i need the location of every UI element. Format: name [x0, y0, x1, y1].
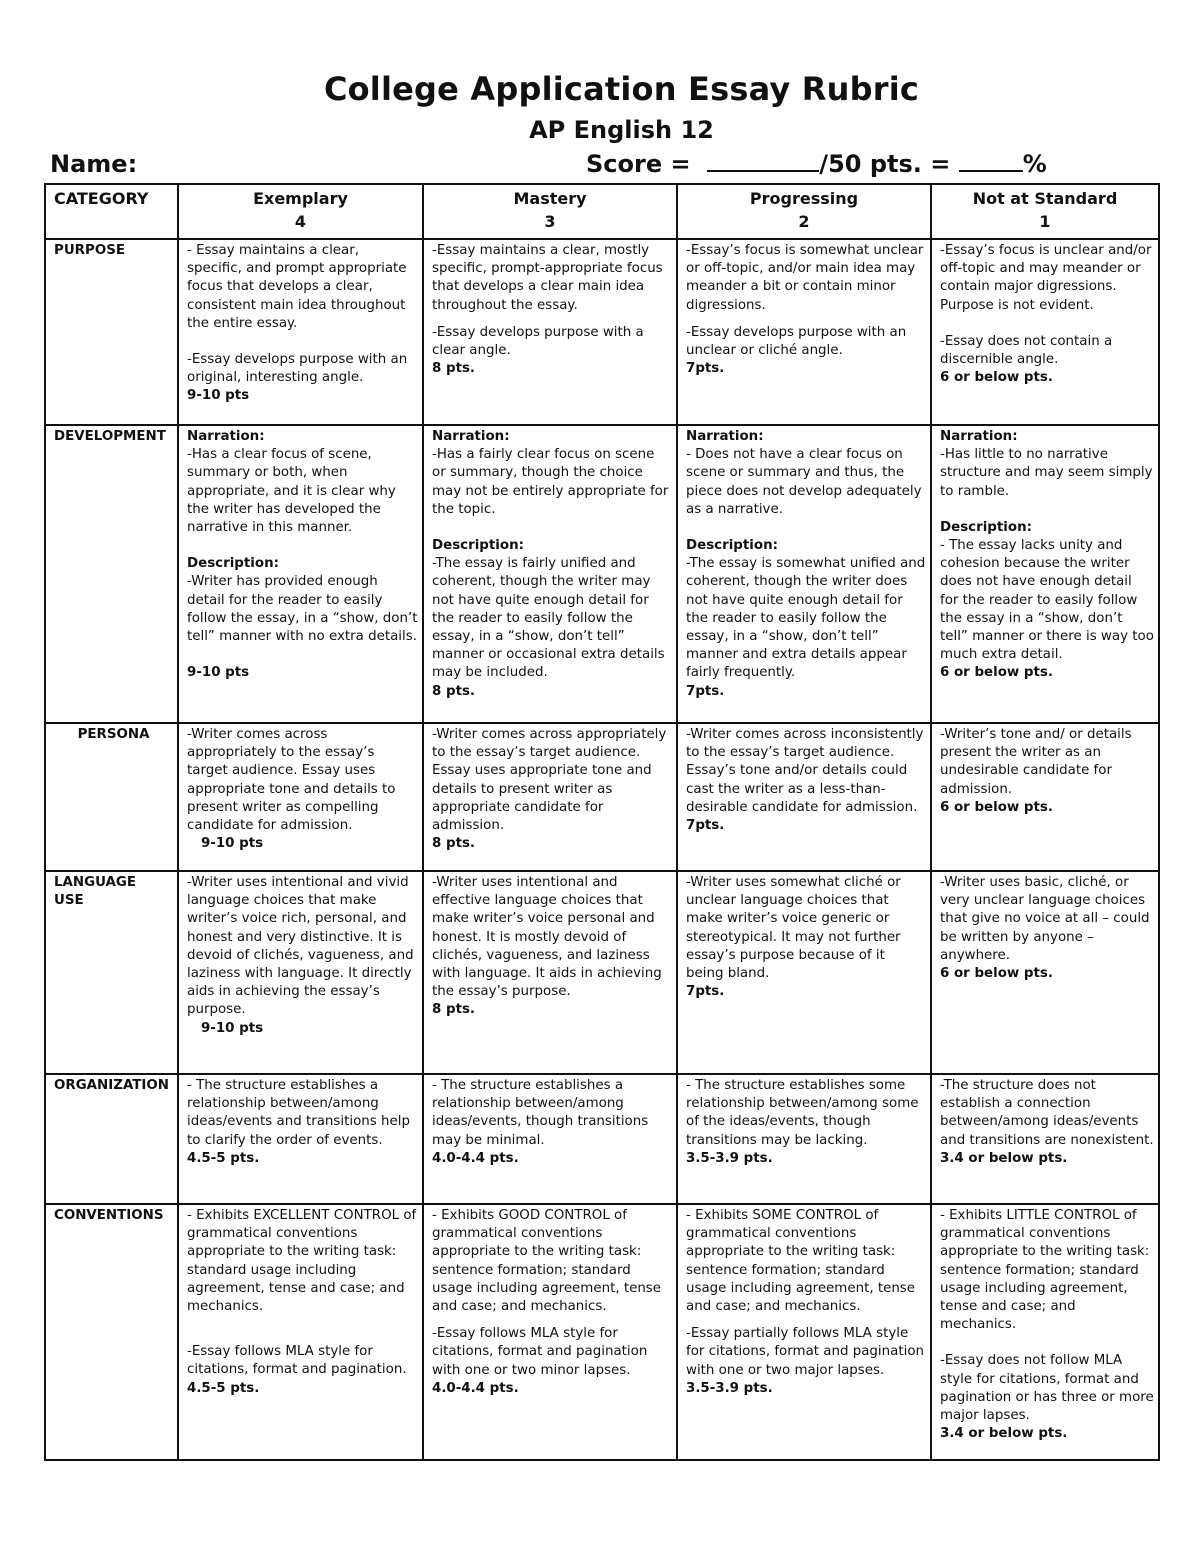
category-language-use: LANGUAGE USE [45, 871, 178, 1074]
page-subtitle: AP English 12 [529, 116, 714, 144]
category-organization: ORGANIZATION [45, 1074, 178, 1204]
category-purpose: PURPOSE [45, 239, 178, 425]
cell-language-progressing: -Writer uses somewhat cliché or unclear language choices that make writer’s voice generic or stereotypical. It may not further essay’s purpose because of it being bland. 7pts. [677, 871, 931, 1074]
cell-organization-progressing: - The structure establishes some relationship between/among some of the ideas/events, though transitions may be lacking. 3.5-3.9 pts. [677, 1074, 931, 1204]
row-conventions [45, 1204, 1159, 1460]
score-line [586, 150, 1047, 178]
cell-language-exemplary: -Writer uses intentional and vivid language choices that make writer’s voice rich, personal, and honest and very distinctive. It is devoid of clichés, vagueness, and laziness with language. It directly aids in achieving the essay’s purpose. 9-10 pts [178, 871, 423, 1074]
cell-development-mastery: Narration: -Has a fairly clear focus on scene or summary, though the choice may not be entirely appropriate for the topic. Description: -The essay is fairly unified and coherent, though the writer may not have quite enough detail for the reader to easily follow the essay, in a “show, don’t tell” manner or occasional extra details may be included. 8 pts. [423, 425, 677, 723]
category-conventions: CONVENTIONS [45, 1204, 178, 1460]
score-total: /50 pts. = [819, 150, 951, 178]
cell-language-not-at-standard: -Writer uses basic, cliché, or very unclear language choices that give no voice at all – could be written by anyone – anywhere. 6 or below pts. [931, 871, 1159, 1074]
level-header-not-at-standard: Not at Standard 1 [931, 184, 1159, 239]
cell-organization-not-at-standard: -The structure does not establish a connection between/among ideas/events and transitions are nonexistent. 3.4 or below pts. [931, 1074, 1159, 1204]
row-purpose [45, 239, 1159, 425]
cell-development-exemplary: Narration: -Has a clear focus of scene, summary or both, when appropriate, and it is clear why the writer has developed the narrative in this manner. Description: -Writer has provided enough detail for the reader to easily follow the essay, in a “show, don’t tell” manner with no extra details. 9-10 pts [178, 425, 423, 723]
cell-organization-mastery: - The structure establishes a relationship between/among ideas/events, though transitions may be minimal. 4.0-4.4 pts. [423, 1074, 677, 1204]
row-persona [45, 723, 1159, 871]
category-header: CATEGORY [45, 184, 178, 239]
score-blank[interactable] [707, 150, 819, 172]
cell-conventions-not-at-standard: - Exhibits LITTLE CONTROL of grammatical conventions appropriate to the writing task: sentence formation; standard usage including agreement, tense and case; and mechanics. -Essay does not follow MLA style for citations, format and pagination or has three or more major lapses. 3.4 or below pts. [931, 1204, 1159, 1460]
cell-persona-progressing: -Writer comes across inconsistently to the essay’s target audience. Essay’s tone and/or details could cast the writer as a less-than-desirable candidate for admission. 7pts. [677, 723, 931, 871]
row-organization [45, 1074, 1159, 1204]
name-label: Name: [50, 150, 138, 178]
category-persona: PERSONA [45, 723, 178, 871]
cell-purpose-exemplary: - Essay maintains a clear, specific, and prompt appropriate focus that develops a clear, consistent main idea throughout the entire essay. -Essay develops purpose with an original, interesting angle. 9-10 pts [178, 239, 423, 425]
cell-purpose-mastery: -Essay maintains a clear, mostly specific, prompt-appropriate focus that develops a clear main idea throughout the essay. -Essay develops purpose with a clear angle. 8 pts. [423, 239, 677, 425]
page-title: College Application Essay Rubric [323, 70, 920, 108]
cell-conventions-exemplary: - Exhibits EXCELLENT CONTROL of grammatical conventions appropriate to the writing task: standard usage including agreement, tense and case; and mechanics. -Essay follows MLA style for citations, format and pagination. 4.5-5 pts. [178, 1204, 423, 1460]
level-header-progressing: Progressing 2 [677, 184, 931, 239]
percent-sign: % [1022, 150, 1047, 178]
score-label: Score = [586, 150, 691, 178]
level-header-mastery: Mastery 3 [423, 184, 677, 239]
cell-purpose-progressing: -Essay’s focus is somewhat unclear or off-topic, and/or main idea may meander a bit or contain minor digressions. -Essay develops purpose with an unclear or cliché angle. 7pts. [677, 239, 931, 425]
cell-development-progressing: Narration: - Does not have a clear focus on scene or summary and thus, the piece does not develop adequately as a narrative. Description: -The essay is somewhat unified and coherent, though the writer does not have quite enough detail for the reader to easily follow the essay, in a “show, don’t tell” manner and extra details appear fairly frequently. 7pts. [677, 425, 931, 723]
percent-blank[interactable] [959, 150, 1023, 172]
category-development: DEVELOPMENT [45, 425, 178, 723]
cell-language-mastery: -Writer uses intentional and effective language choices that make writer’s voice personal and honest. It is mostly devoid of clichés, vagueness, and laziness with language. It aids in achieving the essay’s purpose. 8 pts. [423, 871, 677, 1074]
rubric-table [44, 183, 1160, 1461]
cell-persona-not-at-standard: -Writer’s tone and/ or details present the writer as an undesirable candidate for admission. 6 or below pts. [931, 723, 1159, 871]
header-row [45, 184, 1159, 239]
level-header-exemplary: Exemplary 4 [178, 184, 423, 239]
cell-persona-exemplary: -Writer comes across appropriately to the essay’s target audience. Essay uses appropriate tone and details to present writer as compelling candidate for admission. 9-10 pts [178, 723, 423, 871]
cell-conventions-mastery: - Exhibits GOOD CONTROL of grammatical conventions appropriate to the writing task: sentence formation; standard usage including agreement, tense and case; and mechanics. -Essay follows MLA style for citations, format and pagination with one or two minor lapses. 4.0-4.4 pts. [423, 1204, 677, 1460]
cell-development-not-at-standard: Narration: -Has little to no narrative structure and may seem simply to ramble. Description: - The essay lacks unity and cohesion because the writer does not have enough detail for the reader to easily follow the essay in a “show, don’t tell” manner or there is way too much extra detail. 6 or below pts. [931, 425, 1159, 723]
cell-persona-mastery: -Writer comes across appropriately to the essay’s target audience. Essay uses appropriate tone and details to present writer as appropriate candidate for admission. 8 pts. [423, 723, 677, 871]
cell-organization-exemplary: - The structure establishes a relationship between/among ideas/events and transitions help to clarify the order of events. 4.5-5 pts. [178, 1074, 423, 1204]
cell-conventions-progressing: - Exhibits SOME CONTROL of grammatical conventions appropriate to the writing task: sentence formation; standard usage including agreement, tense and case; and mechanics. -Essay partially follows MLA style for citations, format and pagination with one or two major lapses. 3.5-3.9 pts. [677, 1204, 931, 1460]
row-language-use [45, 871, 1159, 1074]
cell-purpose-not-at-standard: -Essay’s focus is unclear and/or off-topic and may meander or contain major digressions. Purpose is not evident. -Essay does not contain a discernible angle. 6 or below pts. [931, 239, 1159, 425]
row-development [45, 425, 1159, 723]
